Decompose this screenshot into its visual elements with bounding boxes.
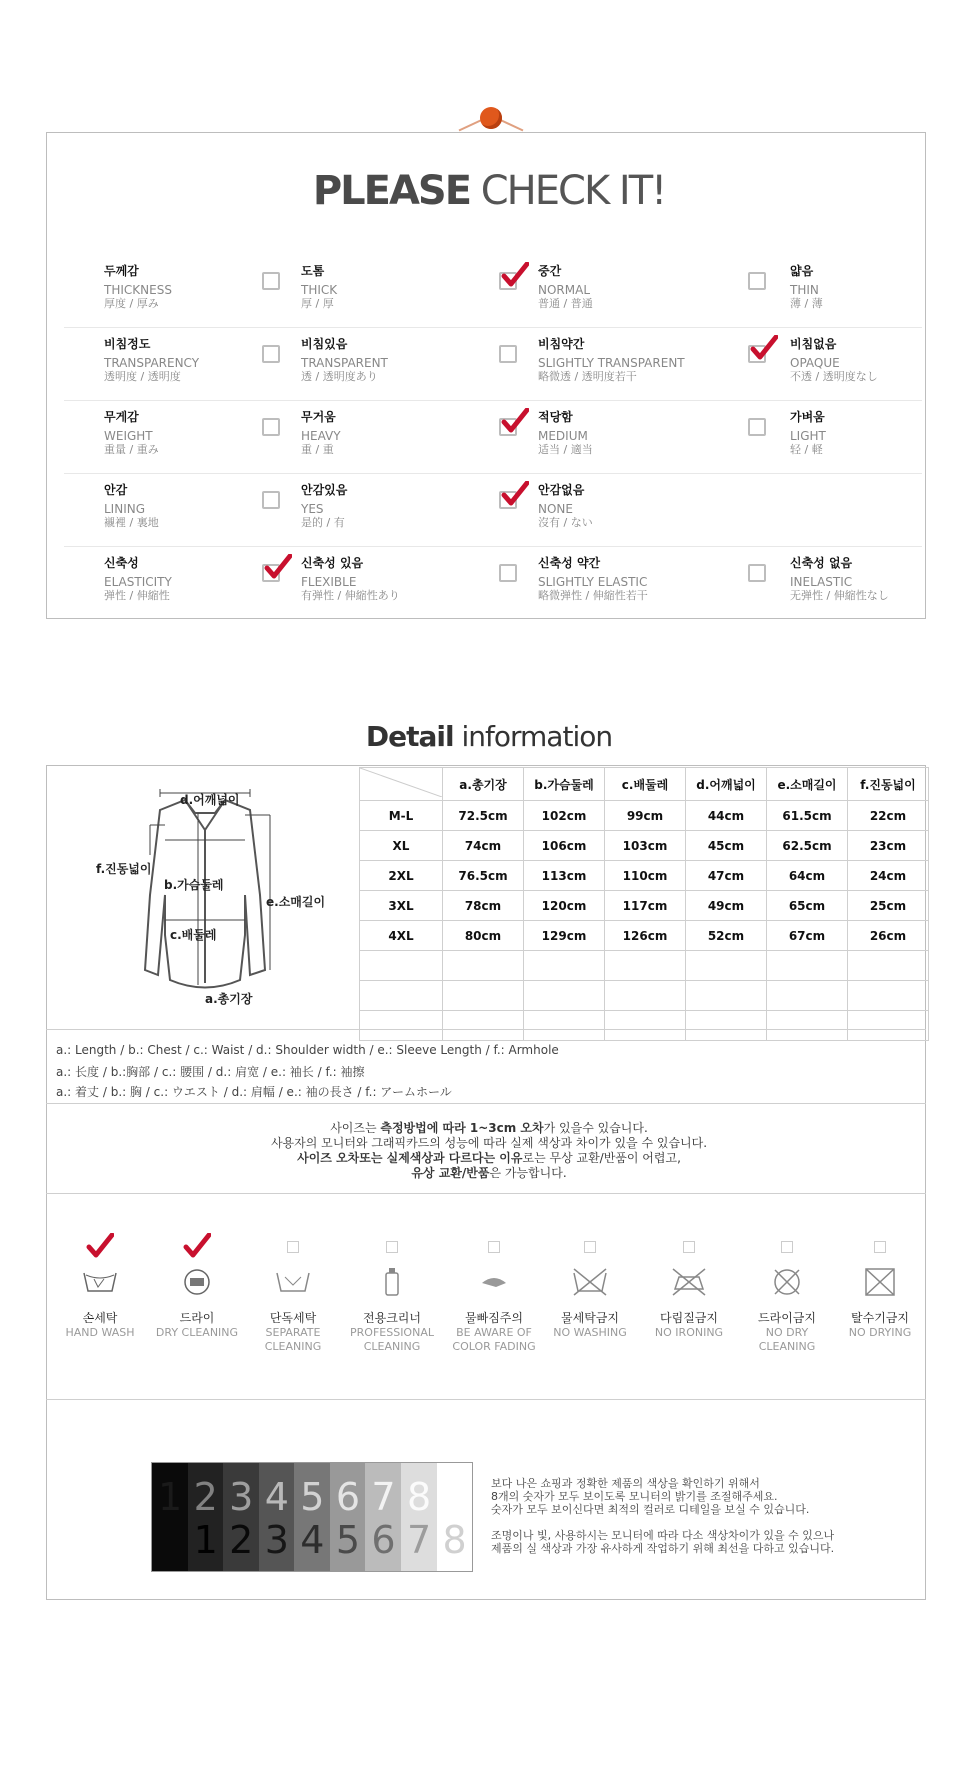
gray-swatch: [188, 1463, 224, 1571]
option-en: LIGHT: [790, 429, 826, 443]
option-kr: 두께감: [104, 264, 139, 278]
check-option: [790, 337, 878, 384]
gray-swatch: [330, 1463, 366, 1571]
calibration-number: 4: [300, 1518, 325, 1562]
table-cell: [686, 951, 767, 981]
calibration-number: 1: [193, 1518, 218, 1562]
option-en: THICK: [301, 283, 338, 297]
table-cell: 26cm: [848, 921, 929, 951]
care-label-en: NO IRONING: [654, 1326, 724, 1339]
care-item: [742, 1233, 832, 1354]
care-label-en: NO DRY CLEANING: [758, 1326, 816, 1353]
checkbox: [781, 1241, 793, 1253]
check-option: [301, 337, 388, 384]
care-item: [347, 1233, 437, 1354]
gray-swatch: [223, 1463, 259, 1571]
checkbox: [748, 272, 766, 290]
monitor-calibration-strip: [151, 1462, 473, 1572]
cleaner-bottle-icon: [347, 1257, 437, 1303]
check-category: [104, 556, 172, 603]
monitor-text-line: 숫자가 모두 보이신다면 최적의 컬러로 디테일을 보실 수 있습니다.: [491, 1503, 810, 1516]
color-fading-icon: [449, 1257, 539, 1303]
care-check: [248, 1233, 338, 1257]
divider: [46, 1193, 926, 1194]
care-item: [449, 1233, 539, 1354]
option-en: THIN: [790, 283, 819, 297]
check-option: [538, 264, 593, 311]
checkbox: [748, 418, 766, 436]
monitor-instructions: [491, 1477, 834, 1555]
table-header: f.진동넓이: [848, 768, 929, 801]
check-option: [538, 410, 593, 457]
check-option: [301, 264, 337, 311]
calibration-number: 5: [335, 1518, 360, 1562]
option-kr: 무게감: [104, 410, 139, 424]
table-cell: [524, 1011, 605, 1041]
table-cell: [848, 951, 929, 981]
checkmark-icon: [501, 262, 529, 290]
table-cell: 67cm: [767, 921, 848, 951]
table-row: [360, 1011, 929, 1041]
care-label-kr: 손세탁: [82, 1311, 118, 1325]
monitor-text-line: 8개의 숫자가 모두 보이도록 모니터의 밝기를 조절해주세요.: [491, 1490, 778, 1503]
checkmark-icon: [501, 481, 529, 509]
calibration-number: 6: [335, 1475, 360, 1519]
calibration-number: 6: [371, 1518, 396, 1562]
option-jp: 轻 / 軽: [790, 443, 823, 456]
table-cell: 65cm: [767, 891, 848, 921]
table-header: c.배둘레: [605, 768, 686, 801]
option-kr: 비침약간: [538, 337, 585, 351]
option-jp: 不透 / 透明度なし: [790, 370, 878, 383]
calibration-number: 8: [442, 1518, 467, 1562]
table-row: [360, 921, 929, 951]
care-label-en: PROFESSIONAL CLEANING: [350, 1326, 434, 1353]
option-kr: 무거움: [301, 410, 336, 424]
monitor-text-line: 제품의 실 색상과 가장 유사하게 작업하기 위해 최선을 다하고 있습니다.: [491, 1542, 835, 1555]
table-cell: [443, 981, 524, 1011]
option-en: SLIGHTLY ELASTIC: [538, 575, 648, 589]
row-divider: [64, 327, 922, 328]
check-option: [301, 410, 341, 457]
separate-wash-icon: [248, 1257, 338, 1303]
calibration-number: 7: [406, 1518, 432, 1562]
option-en: YES: [301, 502, 324, 516]
care-label-kr: 다림질금지: [660, 1311, 718, 1325]
label-waist: c.배둘레: [170, 928, 217, 942]
table-cell: [767, 951, 848, 981]
care-check: [152, 1233, 242, 1257]
option-jp: 透明度 / 透明度: [104, 370, 181, 383]
checkbox: [287, 1241, 299, 1253]
option-kr: 안감있음: [301, 483, 348, 497]
size-label: M-L: [360, 801, 443, 831]
checkbox: [262, 491, 280, 509]
checkbox: [499, 345, 517, 363]
gray-swatch: [401, 1463, 437, 1571]
option-kr: 신축성 없음: [790, 556, 853, 570]
checkbox: [584, 1241, 596, 1253]
option-en: NORMAL: [538, 283, 591, 297]
calibration-number: 2: [193, 1475, 218, 1519]
care-check: [545, 1233, 635, 1257]
table-cell: 64cm: [767, 861, 848, 891]
table-cell: 45cm: [686, 831, 767, 861]
care-check: [742, 1233, 832, 1257]
table-cell: 76.5cm: [443, 861, 524, 891]
option-kr: 중간: [538, 264, 562, 278]
care-item: [248, 1233, 338, 1354]
calibration-number: 1: [158, 1475, 183, 1519]
calibration-number: 3: [264, 1518, 289, 1562]
table-cell: 74cm: [443, 831, 524, 861]
table-cell: 23cm: [848, 831, 929, 861]
gray-swatch: [152, 1463, 188, 1571]
table-cell: 25cm: [848, 891, 929, 921]
no-ironing-icon: [644, 1257, 734, 1303]
legend-zh: a.: 长度 / b.:胸部 / c.: 腰围 / d.: 肩宽 / e.: 袖长 / f.: 袖擦: [56, 1065, 365, 1079]
row-divider: [64, 546, 922, 547]
care-check: [644, 1233, 734, 1257]
table-cell: 110cm: [605, 861, 686, 891]
option-en: TRANSPARENCY: [104, 356, 200, 370]
checkbox: [386, 1241, 398, 1253]
option-en: NONE: [538, 502, 573, 516]
detail-title: Detail information: [365, 720, 613, 753]
table-row: [360, 981, 929, 1011]
option-kr: 비침정도: [104, 337, 151, 351]
table-cell: 120cm: [524, 891, 605, 921]
size-label: XL: [360, 831, 443, 861]
table-cell: [605, 981, 686, 1011]
legend-en: a.: Length / b.: Chest / c.: Waist / d.: Shoulder width / e.: Sleeve Length / f.: Armhole: [56, 1043, 559, 1057]
size-table: [359, 767, 929, 1041]
care-label-en: SEPARATE CLEANING: [264, 1326, 322, 1353]
calibration-number: 8: [406, 1475, 432, 1519]
care-check: [347, 1233, 437, 1257]
no-dry-cleaning-icon: [742, 1257, 832, 1303]
table-cell: [524, 951, 605, 981]
check-category: [104, 337, 199, 384]
check-option: [301, 483, 347, 530]
calibration-number: 3: [229, 1475, 254, 1519]
dry-cleaning-icon: [152, 1257, 242, 1303]
checkmark-icon: [183, 1244, 211, 1263]
table-cell: 72.5cm: [443, 801, 524, 831]
label-armhole: f.진동넓이: [96, 862, 152, 876]
table-cell: 126cm: [605, 921, 686, 951]
label-length: a.총기장: [205, 992, 253, 1006]
check-category: [104, 483, 159, 530]
notice-line-4: 유상 교환/반품은 가능합니다.: [411, 1166, 567, 1180]
check-option: [790, 556, 889, 603]
care-check: [835, 1233, 925, 1257]
size-label: 3XL: [360, 891, 443, 921]
checkmark-icon: [501, 408, 529, 436]
check-option: [538, 556, 648, 603]
checkmark-icon: [86, 1244, 114, 1263]
care-label-kr: 물빠짐주의: [465, 1311, 523, 1325]
check-option: [301, 556, 400, 603]
care-item: [55, 1233, 145, 1340]
table-row: [360, 801, 929, 831]
care-label-kr: 탈수기금지: [851, 1311, 909, 1325]
option-jp: 是的 / 有: [301, 516, 345, 529]
gray-swatch: [365, 1463, 401, 1571]
notice-line-2: 사용자의 모니터와 그래픽카드의 성능에 따라 실제 색상과 차이가 있을 수 있습니다.: [270, 1136, 708, 1150]
check-category: [104, 410, 159, 457]
care-item: [644, 1233, 734, 1340]
table-cell: [524, 981, 605, 1011]
table-cell: 102cm: [524, 801, 605, 831]
checkbox: [262, 345, 280, 363]
label-chest: b.가슴둘레: [164, 878, 224, 892]
option-kr: 안감없음: [538, 483, 585, 497]
option-kr: 얇음: [790, 264, 814, 278]
table-cell: [767, 981, 848, 1011]
checkbox: [262, 272, 280, 290]
option-kr: 안감: [104, 483, 128, 497]
table-row: [360, 861, 929, 891]
table-cell: 22cm: [848, 801, 929, 831]
option-jp: 重 / 重: [301, 443, 334, 456]
table-cell: 47cm: [686, 861, 767, 891]
label-shoulder: d.어깨넓이: [180, 793, 240, 807]
calibration-number: 7: [371, 1475, 396, 1519]
option-jp: 沒有 / ない: [538, 516, 593, 529]
care-label-en: HAND WASH: [65, 1326, 135, 1339]
option-jp: 厚 / 厚: [301, 297, 334, 310]
table-cell: [848, 1011, 929, 1041]
care-label-en: NO WASHING: [553, 1326, 627, 1339]
check-option: [538, 337, 685, 384]
monitor-text-line: 조명이나 빛, 사용하시는 모니터에 따라 다소 색상차이가 있을 수 있으나: [491, 1529, 835, 1542]
gray-swatch: [294, 1463, 330, 1571]
option-kr: 도톰: [301, 264, 325, 278]
gray-swatch: [437, 1463, 473, 1571]
please-check-title: PLEASE CHECK IT!: [312, 168, 666, 214]
hanger-pin-icon: [480, 107, 502, 129]
option-en: INELASTIC: [790, 575, 853, 589]
table-header: d.어깨넓이: [686, 768, 767, 801]
option-en: TRANSPARENT: [301, 356, 388, 370]
care-label-kr: 물세탁금지: [561, 1311, 619, 1325]
table-cell: [443, 951, 524, 981]
option-jp: 略微透 / 透明度若干: [538, 370, 637, 383]
calibration-number: 5: [300, 1475, 325, 1519]
table-header: e.소매길이: [767, 768, 848, 801]
care-label-kr: 드라이금지: [758, 1311, 816, 1325]
option-kr: 적당함: [538, 410, 573, 424]
option-en: OPAQUE: [790, 356, 840, 370]
checkbox: [748, 564, 766, 582]
option-jp: 襯裡 / 裏地: [104, 516, 159, 529]
table-cell: 103cm: [605, 831, 686, 861]
option-jp: 适当 / 適当: [538, 443, 593, 456]
checkmark-icon: [750, 335, 778, 363]
notice-line-1: 사이즈는 측정방법에 따라 1~3cm 오차가 있을수 있습니다.: [330, 1121, 648, 1135]
checkbox: [488, 1241, 500, 1253]
table-cell: [360, 981, 443, 1011]
checkbox: [262, 418, 280, 436]
option-kr: 신축성 약간: [538, 556, 601, 570]
table-cell: [767, 1011, 848, 1041]
table-header: a.총기장: [443, 768, 524, 801]
size-label: 2XL: [360, 861, 443, 891]
table-cell: 80cm: [443, 921, 524, 951]
care-item: [545, 1233, 635, 1340]
table-cell: 49cm: [686, 891, 767, 921]
monitor-text-line: [491, 1516, 834, 1529]
no-drying-icon: [835, 1257, 925, 1303]
care-label-kr: 드라이: [179, 1311, 215, 1325]
care-check: [55, 1233, 145, 1257]
calibration-number: 4: [264, 1475, 289, 1519]
table-cell: 129cm: [524, 921, 605, 951]
table-cell: 62.5cm: [767, 831, 848, 861]
table-row: [360, 951, 929, 981]
table-cell: 44cm: [686, 801, 767, 831]
legend-jp: a.: 着丈 / b.: 胸 / c.: ウエスト / d.: 肩幅 / e.: 袖の長さ / f.: アームホール: [56, 1085, 452, 1099]
checkbox: [683, 1241, 695, 1253]
table-cell: 52cm: [686, 921, 767, 951]
option-jp: 有弹性 / 伸縮性あり: [301, 589, 400, 602]
option-jp: 略微弹性 / 伸縮性若干: [538, 589, 648, 602]
check-category: [104, 264, 172, 311]
label-sleeve: e.소매길이: [266, 895, 326, 909]
care-item: [152, 1233, 242, 1340]
table-cell: [360, 1011, 443, 1041]
option-jp: 薄 / 薄: [790, 297, 823, 310]
table-cell: [686, 981, 767, 1011]
option-en: FLEXIBLE: [301, 575, 357, 589]
table-cell: 99cm: [605, 801, 686, 831]
row-divider: [64, 473, 922, 474]
monitor-text-line: 보다 나은 쇼핑과 정확한 제품의 색상을 확인하기 위해서: [491, 1477, 760, 1490]
table-cell: [686, 1011, 767, 1041]
check-option: [790, 264, 823, 311]
gray-swatch: [259, 1463, 295, 1571]
table-cell: 113cm: [524, 861, 605, 891]
table-cell: 61.5cm: [767, 801, 848, 831]
care-label-en: NO DRYING: [848, 1326, 912, 1339]
check-option: [538, 483, 593, 530]
option-jp: 厚度 / 厚み: [104, 297, 159, 310]
checkbox: [874, 1241, 886, 1253]
divider: [46, 1399, 926, 1400]
option-en: WEIGHT: [104, 429, 153, 443]
size-label: 4XL: [360, 921, 443, 951]
option-jp: 弹性 / 伸縮性: [104, 589, 170, 602]
option-jp: 普通 / 普通: [538, 297, 593, 310]
checkmark-icon: [264, 554, 292, 582]
option-en: LINING: [104, 502, 146, 516]
table-cell: 24cm: [848, 861, 929, 891]
option-en: THICKNESS: [104, 283, 172, 297]
option-en: SLIGHTLY TRANSPARENT: [538, 356, 685, 370]
option-jp: 透 / 透明度あり: [301, 370, 378, 383]
option-kr: 비침없음: [790, 337, 837, 351]
hand-wash-icon: [55, 1257, 145, 1303]
table-cell: 106cm: [524, 831, 605, 861]
table-cell: [605, 1011, 686, 1041]
option-en: HEAVY: [301, 429, 341, 443]
no-washing-icon: [545, 1257, 635, 1303]
table-cell: [605, 951, 686, 981]
table-cell: [848, 981, 929, 1011]
notice-line-3: 사이즈 오차또는 실제색상과 다르다는 이유로는 무상 교환/반품이 어렵고,: [297, 1151, 681, 1165]
table-corner: [360, 768, 443, 801]
care-label-en: DRY CLEANING: [155, 1326, 239, 1339]
checkbox: [499, 564, 517, 582]
calibration-number: 2: [229, 1518, 254, 1562]
option-kr: 비침있음: [301, 337, 348, 351]
check-option: [790, 410, 826, 457]
option-kr: 신축성 있음: [301, 556, 364, 570]
care-label-kr: 전용크리너: [363, 1311, 421, 1325]
row-divider: [64, 400, 922, 401]
table-cell: [360, 951, 443, 981]
option-jp: 重量 / 重み: [104, 443, 159, 456]
divider: [46, 1103, 926, 1104]
care-check: [449, 1233, 539, 1257]
table-cell: 78cm: [443, 891, 524, 921]
option-jp: 无弹性 / 伸縮性なし: [790, 589, 889, 602]
table-cell: [443, 1011, 524, 1041]
option-kr: 신축성: [104, 556, 139, 570]
table-cell: 117cm: [605, 891, 686, 921]
option-en: MEDIUM: [538, 429, 588, 443]
care-label-kr: 단독세탁: [269, 1311, 317, 1325]
option-en: ELASTICITY: [104, 575, 172, 589]
option-kr: 가벼움: [790, 410, 825, 424]
care-item: [835, 1233, 925, 1340]
table-header: b.가슴둘레: [524, 768, 605, 801]
table-row: [360, 891, 929, 921]
table-row: [360, 831, 929, 861]
care-label-en: BE AWARE OF COLOR FADING: [452, 1326, 536, 1353]
